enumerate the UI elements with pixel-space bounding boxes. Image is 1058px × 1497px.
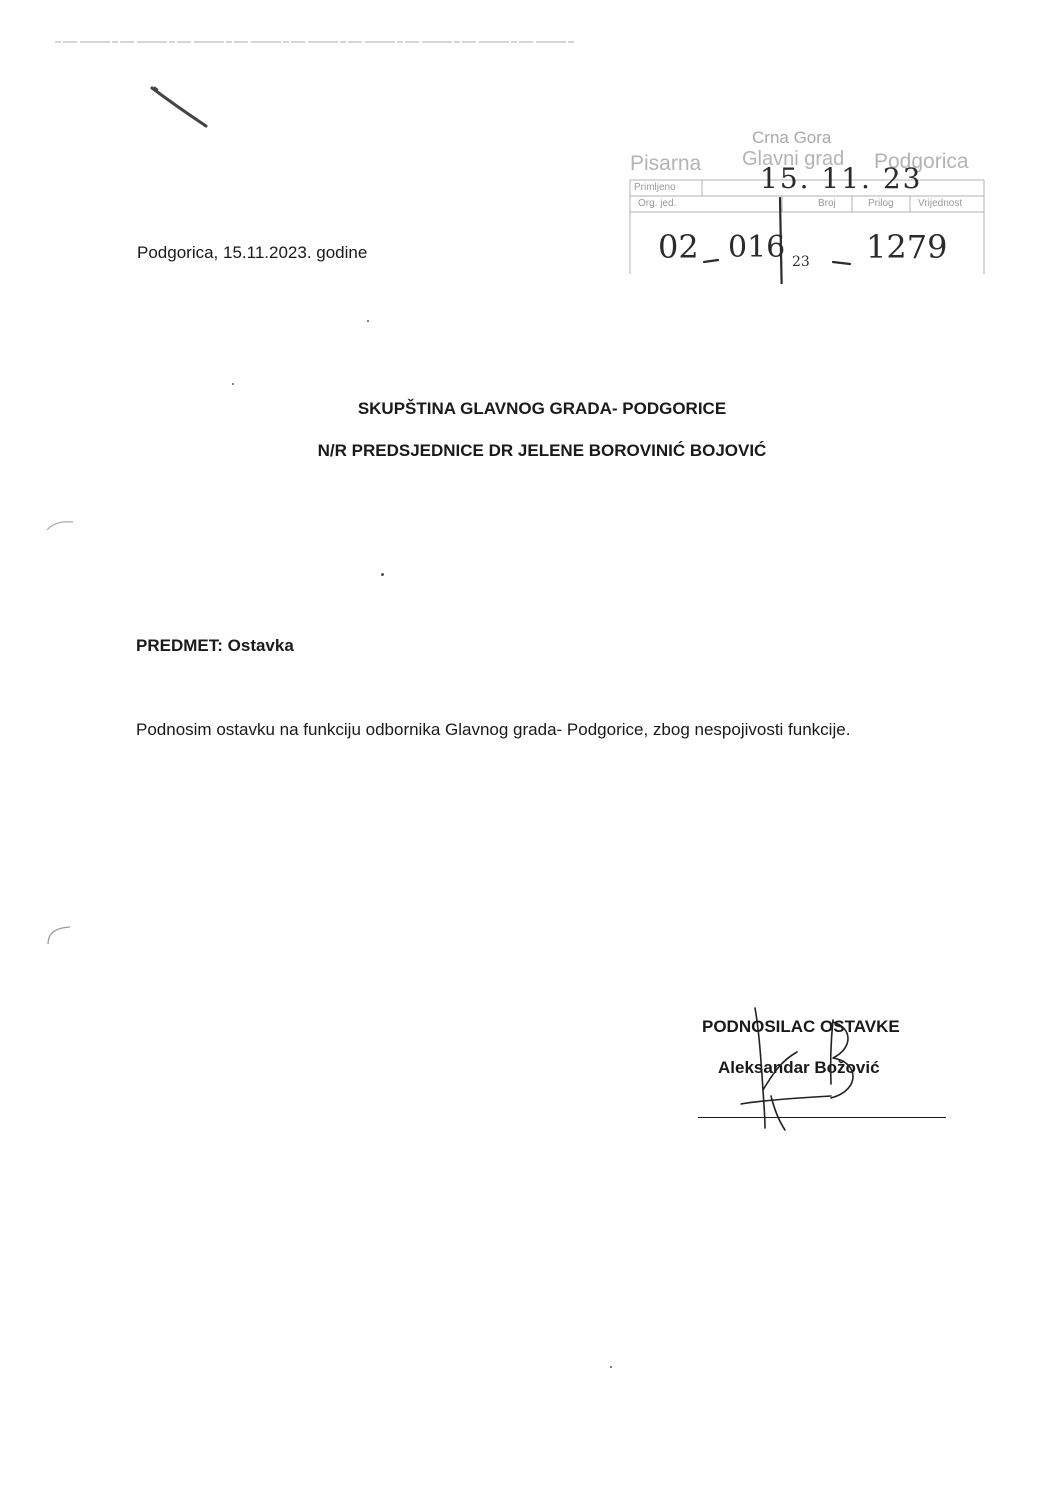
scan-edge-mark (45, 518, 75, 532)
handwritten-signature (735, 1000, 885, 1135)
stamp-field-received: Primljeno (634, 182, 676, 193)
signatory-name: Aleksandar Božović (718, 1058, 880, 1077)
stamp-office-left: Pisarna (630, 152, 702, 175)
stamp-org-code: 02 (658, 228, 699, 266)
scan-artifact-stroke (148, 84, 212, 132)
scan-edge-mark (44, 924, 74, 946)
stamp-office-right: Podgorica (874, 150, 969, 173)
subject-label: PREDMET: (136, 636, 223, 655)
scan-artifact-top (55, 40, 575, 44)
stamp-reg-number: 1279 (866, 228, 948, 266)
scan-speck (610, 1366, 612, 1368)
stamp-country: Crna Gora (752, 128, 832, 147)
scan-speck (381, 573, 384, 576)
signatory-role: PODNOSILAC OSTAVKE (702, 1017, 900, 1036)
recipient-line-2: N/R PREDSJEDNICE DR JELENE BOROVINIĆ BOJOVIĆ (317, 441, 767, 460)
recipient-line-1: SKUPŠTINA GLAVNOG GRADA- PODGORICE (357, 399, 727, 418)
subject-value: Ostavka (227, 636, 294, 655)
subject-line (136, 636, 294, 656)
stamp-office-middle: Glavni grad (742, 148, 845, 170)
place-date: Podgorica, 15.11.2023. godine (137, 243, 368, 262)
stamp-year-code: 23 (792, 254, 810, 270)
stamp-date-handwritten: 15. 11. 23 (760, 162, 923, 195)
scan-speck (232, 383, 234, 385)
stamp-field-value: Vrijednost (918, 198, 963, 209)
stamp-field-number: Broj (818, 198, 836, 209)
letter-body: Podnosim ostavku na funkciju odbornika Glavnog grada- Podgorice, zbog nespojivosti funkcije. (136, 720, 851, 739)
stamp-field-org-unit: Org. jed. (638, 198, 677, 209)
scan-speck (367, 320, 369, 322)
stamp-dept-code: 016 (728, 230, 786, 265)
registry-stamp (622, 124, 994, 284)
signature-line (698, 1117, 946, 1118)
stamp-field-attachment: Prilog (868, 198, 894, 209)
